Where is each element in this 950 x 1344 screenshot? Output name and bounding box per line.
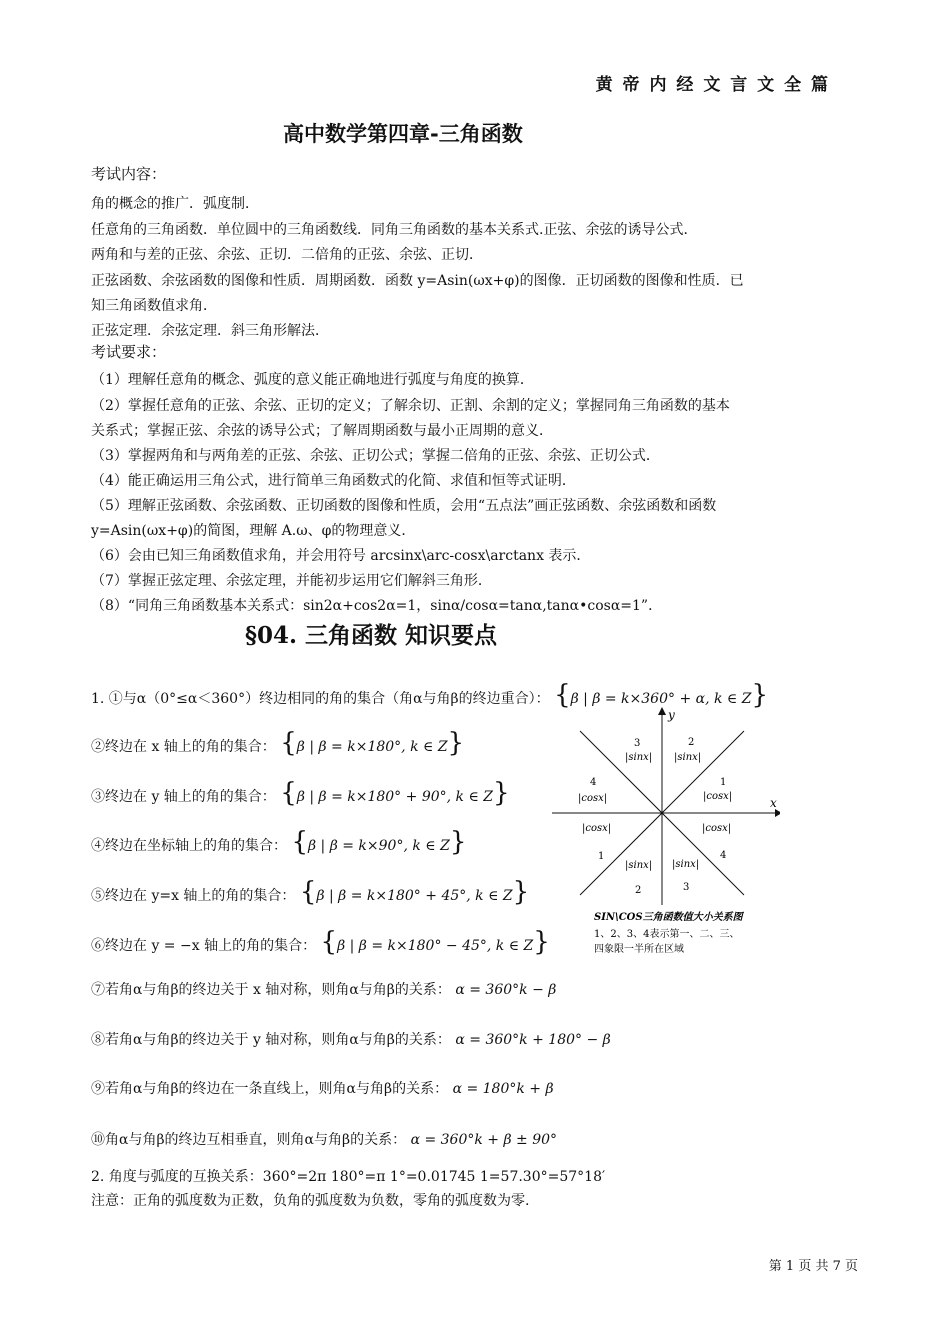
exam-requirement-line: （7）掌握正弦定理、余弦定理，并能初步运用它们解斜三角形． <box>91 573 492 589</box>
exam-requirement-line: （4）能正确运用三角公式，进行简单三角函数式的化简、求值和恒等式证明． <box>91 473 576 489</box>
exam-requirement-line: （5）理解正弦函数、余弦函数、正切函数的图像和性质，会用“五点法”画正弦函数、余弦函数和函数 <box>91 498 717 514</box>
point-4 <box>91 827 466 857</box>
conversion-note: 注意：正角的弧度数为正数，负角的弧度数为负数，零角的弧度数为零. <box>91 1193 530 1209</box>
header-right-text: 黄 帝 内 经 文 言 文 全 篇 <box>595 75 830 95</box>
point-label: ⑥终边在 y = −x 轴上的角的集合： <box>91 938 317 954</box>
point-formula: {β | β = k×180° + 45°, k ∈ Z} <box>299 877 530 907</box>
exam-content-line: 知三角函数值求角． <box>91 298 217 314</box>
exam-content-heading: 考试内容： <box>91 165 167 183</box>
axis-label-x: x <box>770 796 777 810</box>
exam-content-line: 正弦函数、余弦函数的图像和性质．周期函数．函数 y=Asin(ωx+φ)的图像．正切函数的图像和性质．已 <box>91 273 744 289</box>
exam-requirement-line: （2）掌握任意角的正弦、余弦、正切的定义；了解余切、正割、余割的定义；掌握同角三角函数的基本 <box>91 398 730 414</box>
point-formula: {β | β = k×180°, k ∈ Z} <box>280 728 465 758</box>
region-number: 2 <box>635 885 642 896</box>
region-number: 3 <box>683 882 690 893</box>
conversion-line: 2. 角度与弧度的互换关系：360°=2π 180°=π 1°=0.01745 1=57.30°=57°18′ <box>91 1169 606 1185</box>
exam-content-line: 正弦定理．余弦定理．斜三角形解法． <box>91 323 329 339</box>
region-number: 1 <box>598 851 605 862</box>
point-label: ⑤终边在 y=x 轴上的角的集合： <box>91 888 296 904</box>
point-label: ④终边在坐标轴上的角的集合： <box>91 838 287 854</box>
point-label: 1. ①与α（0°≤α＜360°）终边相同的角的集合（角α与角β的终边重合）： <box>91 691 550 707</box>
page-number: 第 1 页 共 7 页 <box>768 1259 858 1274</box>
cosx-label: |cosx| <box>703 791 733 802</box>
exam-requirement-line: 关系式；掌握正弦、余弦的诱导公式；了解周期函数与最小正周期的意义． <box>91 423 553 439</box>
exam-requirement-line: （6）会由已知三角函数值求角，并会用符号 arcsinx\arc-cosx\arctanx 表示． <box>91 548 591 564</box>
point-formula: {β | β = k×180° + 90°, k ∈ Z} <box>280 778 510 808</box>
cosx-label: |cosx| <box>578 793 608 804</box>
point-7 <box>91 979 556 999</box>
region-number: 4 <box>590 777 597 788</box>
exam-content-line: 两角和与差的正弦、余弦、正切．二倍角的正弦、余弦、正切． <box>91 247 483 263</box>
region-number: 4 <box>720 850 727 861</box>
region-number: 3 <box>634 738 641 749</box>
sinx-label: |sinx| <box>672 859 700 870</box>
point-5 <box>91 877 529 907</box>
cosx-label: |cosx| <box>702 823 732 834</box>
point-formula: {β | β = k×90°, k ∈ Z} <box>291 827 467 857</box>
exam-requirements-heading: 考试要求： <box>91 343 167 361</box>
point-10 <box>91 1129 557 1149</box>
exam-requirement-line: （8）“同角三角函数基本关系式：sin2α+cos2α=1，sinα/cosα=tanα,tanα•cosα=1”． <box>91 598 663 614</box>
exam-requirement-line: y=Asin(ωx+φ)的简图，理解 A.ω、φ的物理意义． <box>91 523 416 539</box>
point-formula: α = 180°k + β <box>452 1081 554 1097</box>
section-title: §04. 三角函数 知识要点 <box>245 622 498 649</box>
point-formula: {β | β = k×180° − 45°, k ∈ Z} <box>320 927 550 957</box>
sin-cos-diagram <box>550 705 780 965</box>
sinx-label: |sinx| <box>625 752 653 763</box>
page-title: 高中数学第四章-三角函数 <box>283 122 523 146</box>
cosx-label: |cosx| <box>582 823 612 834</box>
point-9 <box>91 1078 554 1098</box>
point-label: ⑧若角α与角β的终边关于 y 轴对称，则角α与角β的关系： <box>91 1032 451 1048</box>
point-label: ⑦若角α与角β的终边关于 x 轴对称，则角α与角β的关系： <box>91 982 451 998</box>
point-3 <box>91 778 510 808</box>
figure-caption-line: 四象限一半所在区域 <box>594 944 684 955</box>
exam-content-line: 任意角的三角函数．单位圆中的三角函数线．同角三角函数的基本关系式.正弦、余弦的诱导公式． <box>91 222 698 238</box>
sinx-label: |sinx| <box>625 860 653 871</box>
exam-requirement-line: （1）理解任意角的概念、弧度的意义能正确地进行弧度与角度的换算． <box>91 372 534 388</box>
y-axis-arrow <box>658 707 666 715</box>
point-formula: α = 360°k + β ± 90° <box>410 1132 558 1148</box>
exam-content-line: 角的概念的推广．弧度制． <box>91 196 259 212</box>
point-label: ③终边在 y 轴上的角的集合： <box>91 789 276 805</box>
exam-requirement-line: （3）掌握两角和与两角差的正弦、余弦、正切公式；掌握二倍角的正弦、余弦、正切公式． <box>91 448 660 464</box>
axis-label-y: y <box>668 708 675 722</box>
region-number: 1 <box>720 777 727 788</box>
x-axis-arrow <box>775 809 780 817</box>
point-formula: α = 360°k + 180° − β <box>455 1032 611 1048</box>
point-formula: {β | β = k×360° + α, k ∈ Z} <box>554 680 769 710</box>
point-2 <box>91 728 464 758</box>
figure-caption-title: SIN\COS三角函数值大小关系图 <box>594 912 743 923</box>
point-6 <box>91 927 550 957</box>
point-label: ⑩角α与角β的终边互相垂直，则角α与角β的关系： <box>91 1132 407 1148</box>
point-label: ②终边在 x 轴上的角的集合： <box>91 739 276 755</box>
point-8 <box>91 1029 611 1049</box>
sinx-label: |sinx| <box>674 752 702 763</box>
region-number: 2 <box>688 737 695 748</box>
point-label: ⑨若角α与角β的终边在一条直线上，则角α与角β的关系： <box>91 1081 449 1097</box>
point-formula: α = 360°k − β <box>455 982 557 998</box>
figure-caption-line: 1、2、3、4表示第一、二、三、 <box>594 929 740 940</box>
